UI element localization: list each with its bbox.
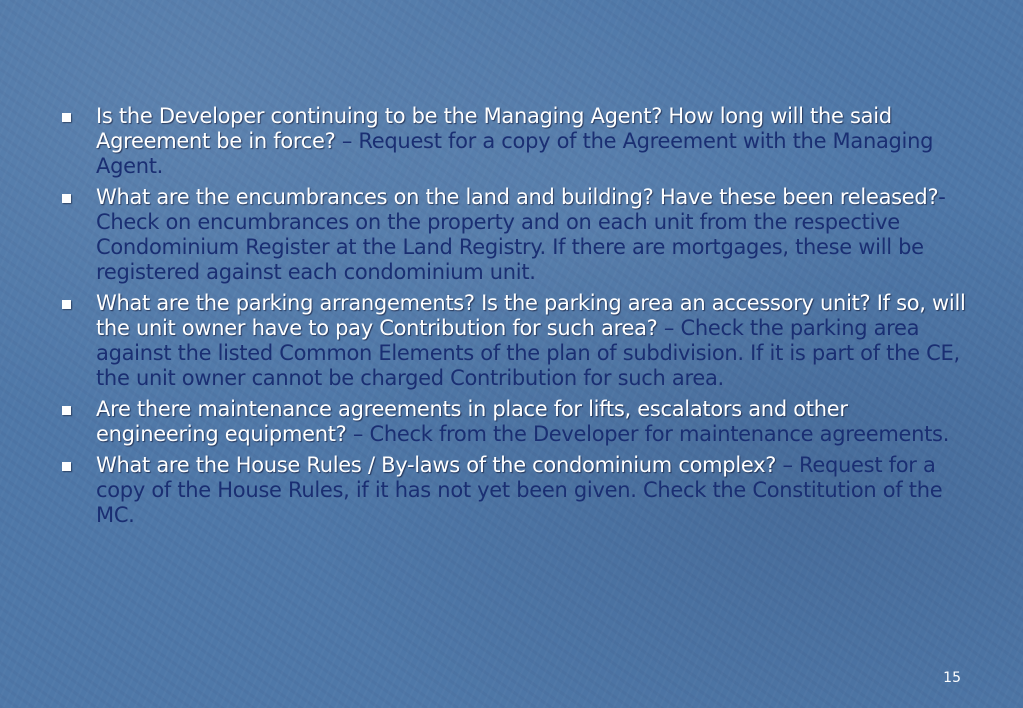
question-text: What are the parking arrangements? Is the parking area an accessory unit? If so, will the unit owner have to pay Contribution for such area? (96, 291, 966, 340)
square-bullet-icon (62, 406, 71, 415)
page-number: 15 (943, 670, 961, 686)
question-text: What are the House Rules / By-laws of the condominium complex? (96, 453, 783, 477)
list-item (62, 291, 967, 391)
list-item (62, 185, 967, 285)
answer-text: – Check from the Developer for maintenance agreements. (352, 422, 950, 446)
answer-text: – Request for a copy of the House Rules, if it has not yet been given. Check the Constitution of the MC. (96, 453, 943, 527)
question-text: Is the Developer continuing to be the Managing Agent? How long will the said Agreement be in force? (96, 104, 892, 153)
square-bullet-icon (62, 194, 71, 203)
bullet-list (62, 104, 967, 534)
answer-text: – Request for a copy of the Agreement with the Managing Agent. (96, 129, 934, 178)
square-bullet-icon (62, 300, 71, 309)
square-bullet-icon (62, 462, 71, 471)
question-text: What are the encumbrances on the land and building? Have these been released? (96, 185, 939, 209)
list-item (62, 104, 967, 179)
answer-text: - Check on encumbrances on the property and on each unit from the respective Condominium Register at the Land Registry. If there are mortgages, these will be registered against each condominium unit. (96, 185, 946, 284)
list-item (62, 397, 967, 447)
question-text: Are there maintenance agreements in place for lifts, escalators and other engineering equipment? (96, 397, 848, 446)
answer-text: – Check the parking area against the listed Common Elements of the plan of subdivision. If it is part of the CE, the unit owner cannot be charged Contribution for such area. (96, 316, 960, 390)
square-bullet-icon (62, 113, 71, 122)
list-item (62, 453, 967, 528)
